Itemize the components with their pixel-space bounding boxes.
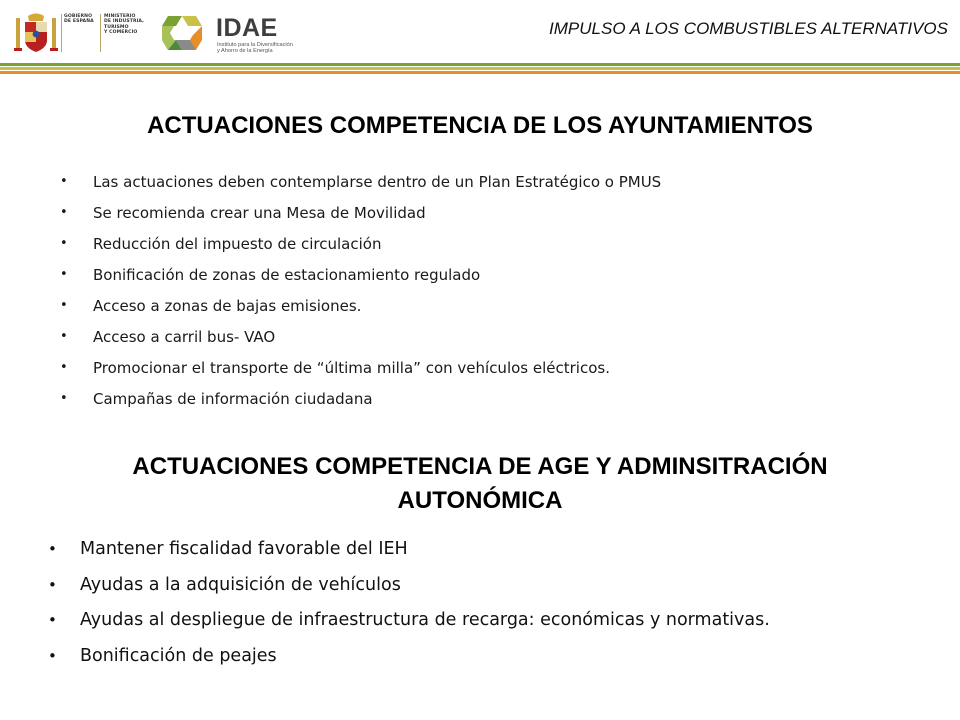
list-item — [60, 234, 920, 265]
list-item — [60, 389, 920, 420]
list-item-text: Se recomienda crear una Mesa de Movilidad — [93, 204, 426, 222]
idae-tagline-line: y Ahorro de la Energía — [217, 48, 273, 55]
list-item-text: Campañas de información ciudadana — [93, 390, 373, 408]
bullet-icon: • — [48, 540, 57, 558]
ayuntamientos-list — [60, 172, 920, 420]
bullet-icon: • — [60, 298, 68, 313]
bullet-icon: • — [60, 174, 68, 189]
list-item — [48, 573, 928, 609]
gobierno-de-espana-logo — [12, 10, 148, 56]
list-item-text: Ayudas al despliegue de infraestructura de recarga: económicas y normativas. — [80, 610, 770, 630]
section-title-line: ACTUACIONES COMPETENCIA DE AGE Y ADMINSITRACIÓN — [132, 453, 828, 480]
list-item — [60, 296, 920, 327]
ministry-text-line: DE INDUSTRIA, TURISMO — [104, 19, 145, 30]
bullet-icon: • — [60, 391, 68, 406]
section-title-age-autonomica — [0, 450, 960, 518]
list-item — [60, 203, 920, 234]
list-item-text: Ayudas a la adquisición de vehículos — [80, 574, 401, 595]
list-item-text: Bonificación de zonas de estacionamiento regulado — [93, 266, 481, 284]
list-item-text: Acceso a zonas de bajas emisiones. — [93, 297, 362, 315]
list-item-text: Acceso a carril bus- VAO — [93, 328, 276, 346]
idae-logo — [156, 8, 316, 58]
gov-text-line: GOBIERNO — [64, 14, 93, 19]
bullet-icon: • — [60, 267, 68, 282]
bullet-icon: • — [60, 236, 68, 251]
stripe-orange — [0, 71, 960, 74]
bullet-icon: • — [60, 329, 68, 344]
gobierno-text — [64, 14, 98, 25]
list-item — [48, 608, 928, 644]
ministerio-text — [104, 14, 160, 36]
list-item-text: Promocionar el transporte de “última milla” con vehículos eléctricos. — [93, 359, 610, 377]
idae-wordmark: IDAE — [216, 14, 278, 42]
stripe-yellow — [0, 67, 960, 70]
header-title: IMPULSO A LOS COMBUSTIBLES ALTERNATIVOS — [549, 19, 948, 38]
list-item — [60, 265, 920, 296]
list-item — [60, 327, 920, 358]
list-item-text: Las actuaciones deben contemplarse dentro de un Plan Estratégico o PMUS — [93, 173, 662, 191]
idae-emblem-icon — [156, 12, 208, 54]
age-autonomica-list — [48, 537, 928, 679]
list-item-text: Bonificación de peajes — [80, 645, 277, 666]
list-item-text: Mantener fiscalidad favorable del IEH — [80, 539, 408, 559]
gov-text-line: DE ESPAÑA — [64, 19, 94, 25]
list-item — [48, 537, 928, 573]
bullet-icon: • — [48, 646, 57, 665]
list-item-text: Reducción del impuesto de circulación — [93, 235, 382, 253]
logo-divider — [61, 14, 62, 52]
bullet-icon: • — [48, 611, 57, 629]
coat-of-arms-icon — [12, 12, 60, 54]
list-item — [48, 644, 928, 680]
idae-tagline — [217, 42, 293, 55]
logo-divider — [100, 14, 101, 52]
header-color-stripe — [0, 63, 960, 77]
stripe-green — [0, 63, 960, 66]
bullet-icon: • — [60, 205, 68, 220]
bullet-icon: • — [48, 575, 57, 594]
idae-tagline-line: Instituto para la Diversificación — [217, 42, 293, 48]
section-title-ayuntamientos: ACTUACIONES COMPETENCIA DE LOS AYUNTAMIENTOS — [147, 112, 813, 139]
section-title-line: AUTONÓMICA — [397, 487, 563, 514]
ministry-text-line: Y COMERCIO — [104, 30, 138, 36]
bullet-icon: • — [60, 360, 68, 375]
list-item — [60, 358, 920, 389]
ministry-text-line: MINISTERIO — [104, 14, 136, 19]
list-item — [60, 172, 920, 203]
slide-header — [0, 0, 960, 80]
